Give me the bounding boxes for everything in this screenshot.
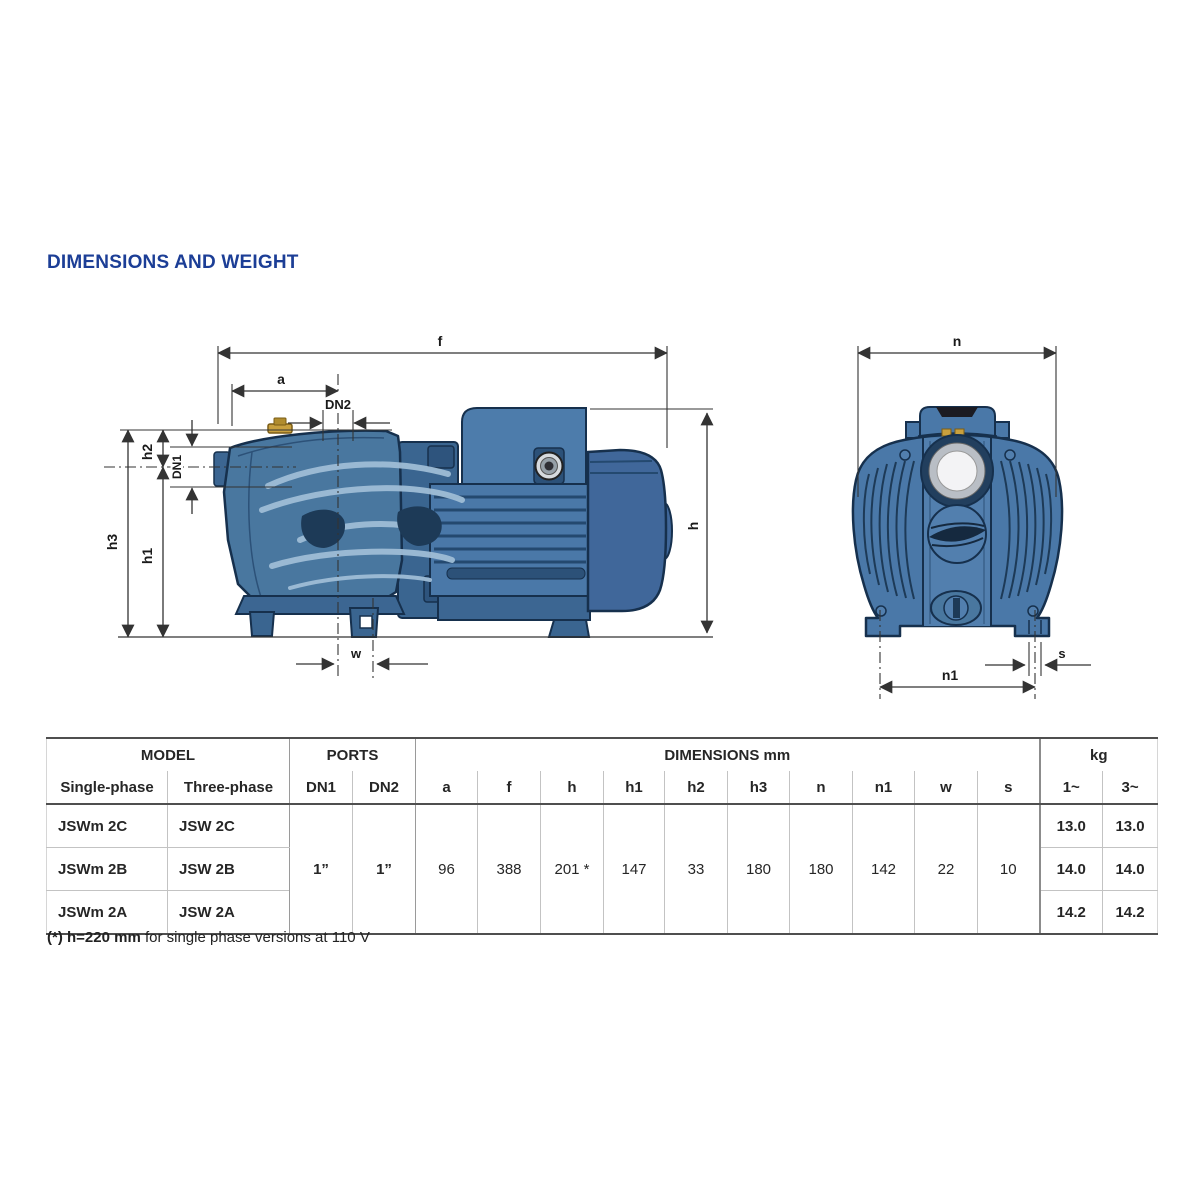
dim-label-h2: h2	[139, 443, 155, 461]
table-footnote	[47, 929, 370, 946]
dim-label-f: f	[437, 333, 443, 349]
cell-s: 10	[978, 804, 1040, 934]
cell-w: 22	[915, 804, 978, 934]
cell-model-single: JSWm 2C	[47, 804, 168, 848]
pump-front-view	[853, 407, 1062, 636]
footnote-bold: (*) h=220 mm	[47, 929, 141, 946]
dim-label-dn1: DN1	[170, 454, 184, 480]
col-header-three-phase: Three-phase	[168, 771, 290, 804]
motor-foot	[549, 620, 589, 637]
col-header-dn1: DN1	[290, 771, 353, 804]
col-header-h1: h1	[604, 771, 665, 804]
col-header-h2: h2	[665, 771, 728, 804]
cell-dn2: 1”	[353, 804, 416, 934]
col-header-f: f	[478, 771, 541, 804]
cell-h: 201 *	[541, 804, 604, 934]
dim-label-a: a	[277, 371, 285, 387]
dim-label-h3: h3	[104, 533, 120, 551]
col-header-n1: n1	[853, 771, 915, 804]
cell-model-three: JSW 2C	[168, 804, 290, 848]
group-header-kg: kg	[1040, 738, 1158, 771]
cell-kg-single: 13.0	[1040, 804, 1103, 848]
cell-kg-three: 14.0	[1103, 848, 1158, 891]
cell-kg-single: 14.0	[1040, 848, 1103, 891]
cell-dn1: 1”	[290, 804, 353, 934]
cell-kg-single: 14.2	[1040, 891, 1103, 935]
col-header-h: h	[541, 771, 604, 804]
dim-label-h: h	[685, 521, 701, 531]
pump-side-view	[214, 408, 672, 637]
cell-h2: 33	[665, 804, 728, 934]
cell-f: 388	[478, 804, 541, 934]
dim-label-s: s	[1058, 646, 1066, 661]
group-header-dimensions: DIMENSIONS mm	[416, 738, 1040, 771]
group-header-model: MODEL	[47, 738, 290, 771]
dimensions-weight-table	[46, 737, 1157, 935]
fan-cover	[588, 450, 666, 611]
col-header-single-phase: Single-phase	[47, 771, 168, 804]
cell-n: 180	[790, 804, 853, 934]
cell-model-single: JSWm 2B	[47, 848, 168, 891]
dim-label-dn2: DN2	[324, 397, 352, 412]
col-header-kg1: 1~	[1040, 771, 1103, 804]
col-header-h3: h3	[728, 771, 790, 804]
group-header-ports: PORTS	[290, 738, 416, 771]
dim-label-w: w	[350, 646, 362, 661]
cell-kg-three: 13.0	[1103, 804, 1158, 848]
col-header-dn2: DN2	[353, 771, 416, 804]
dim-label-n1: n1	[941, 667, 959, 683]
cell-h1: 147	[604, 804, 665, 934]
pump-foot	[250, 612, 274, 636]
cell-n1: 142	[853, 804, 915, 934]
col-header-kg3: 3~	[1103, 771, 1158, 804]
dim-label-h1: h1	[139, 547, 155, 565]
dim-label-n: n	[952, 333, 962, 349]
cell-a: 96	[416, 804, 478, 934]
cell-model-single: JSWm 2A	[47, 891, 168, 935]
cell-h3: 180	[728, 804, 790, 934]
cell-model-three: JSW 2A	[168, 891, 290, 935]
cell-model-three: JSW 2B	[168, 848, 290, 891]
footnote-rest: for single phase versions at 110 V	[140, 929, 370, 946]
pump-technical-drawing	[0, 310, 1200, 730]
col-header-w: w	[915, 771, 978, 804]
col-header-a: a	[416, 771, 478, 804]
cell-kg-three: 14.2	[1103, 891, 1158, 935]
col-header-n: n	[790, 771, 853, 804]
col-header-s: s	[978, 771, 1040, 804]
page-title: DIMENSIONS AND WEIGHT	[47, 252, 299, 273]
